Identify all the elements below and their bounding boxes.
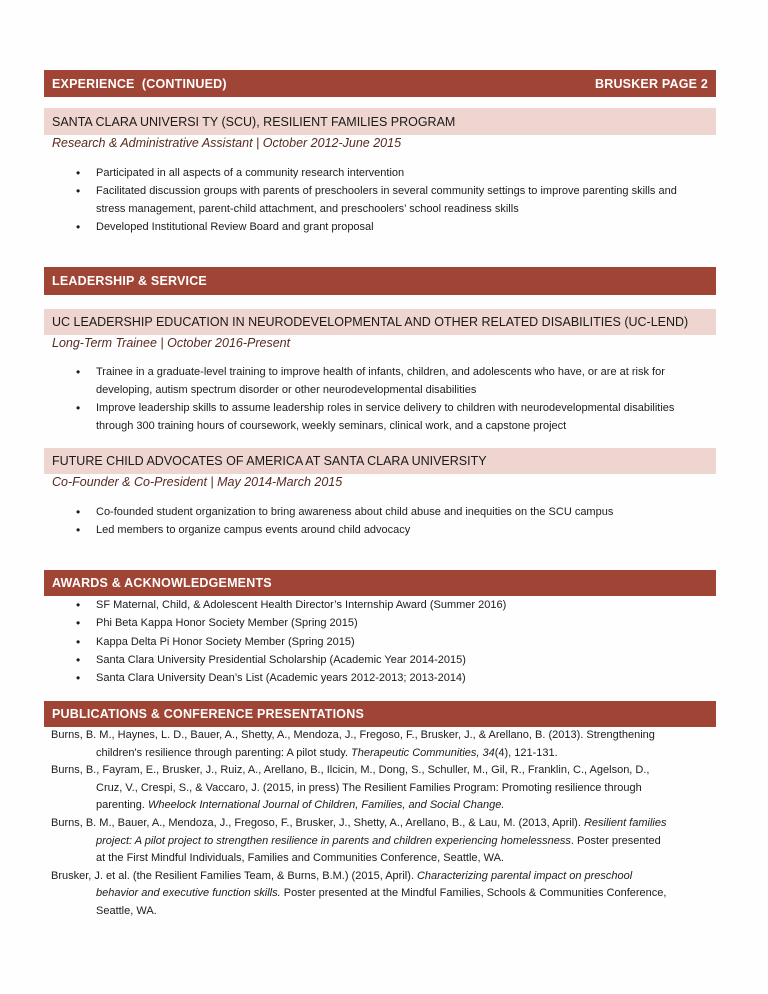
- list-item: • Facilitated discussion groups with parents of preschoolers in several community settings to improve parenting skills and stress management, parent-child attachment, and preschoolers’ school readiness skills: [76, 182, 706, 218]
- publication-entry: [51, 762, 671, 815]
- publication-text: Burns, B. M., Bauer, A., Mendoza, J., Fregoso, F., Brusker, J., Shetty, A., Arellano, B., & Lau, M. (2013, April).: [51, 816, 584, 829]
- awards-list: [76, 596, 706, 687]
- list-item: • Led members to organize campus events around child advocacy: [76, 521, 706, 539]
- publication-text: (4), 121-131.: [494, 746, 558, 759]
- section-title: PUBLICATIONS & CONFERENCE PRESENTATIONS: [52, 707, 364, 721]
- section-title: LEADERSHIP & SERVICE: [52, 274, 207, 288]
- section-title: EXPERIENCE (CONTINUED): [52, 76, 227, 91]
- section-header-leadership: [44, 267, 716, 295]
- role-line: Co-Founder & Co-President | May 2014-March 2015: [52, 475, 343, 489]
- list-item: • Santa Clara University Dean’s List (Academic years 2012-2013; 2013-2014): [76, 669, 706, 687]
- section-header-awards: [44, 570, 716, 596]
- org-heading: UC LEADERSHIP EDUCATION IN NEURODEVELOPMENTAL AND OTHER RELATED DISABILITIES (UC-LEND): [44, 309, 716, 335]
- section-header-experience: [44, 70, 716, 97]
- org-heading: FUTURE CHILD ADVOCATES OF AMERICA AT SANTA CLARA UNIVERSITY: [44, 448, 716, 474]
- publication-text: Brusker, J. et al. (the Resilient Families Team, & Burns, B.M.) (2015, April).: [51, 869, 417, 882]
- list-item: • Co-founded student organization to bring awareness about child abuse and inequities on the SCU campus: [76, 503, 706, 521]
- publications-list: [51, 727, 671, 921]
- publication-title-italic: Characterizing parental impact on preschool behavior and executive function skills.: [96, 869, 633, 900]
- list-item: • Kappa Delta Pi Honor Society Member (Spring 2015): [76, 633, 706, 651]
- list-item: • Participated in all aspects of a community research intervention: [76, 164, 706, 182]
- publication-entry: [51, 815, 671, 868]
- list-item: • Developed Institutional Review Board and grant proposal: [76, 218, 706, 236]
- org-heading: SANTA CLARA UNIVERSI TY (SCU), RESILIENT FAMILIES PROGRAM: [44, 108, 716, 135]
- publication-text: . Poster presented at the First Mindful Individuals, Families and Communities Conference, Seattle, WA.: [96, 834, 661, 865]
- role-line: Long-Term Trainee | October 2016-Present: [52, 336, 291, 350]
- publication-entry: [51, 727, 671, 762]
- bullet-list: [76, 164, 706, 236]
- list-item: • Santa Clara University Presidential Scholarship (Academic Year 2014-2015): [76, 651, 706, 669]
- publication-title-italic: Wheelock International Journal of Children, Families, and Social Change.: [147, 799, 505, 812]
- section-header-publications: [44, 701, 716, 727]
- publication-title-italic: Therapeutic Communities, 34: [351, 746, 495, 759]
- publication-entry: [51, 868, 671, 921]
- bullet-list: [76, 363, 706, 435]
- publication-text: Burns, B. M., Haynes, L. D., Bauer, A., Shetty, A., Mendoza, J., Fregoso, F., Brusker, J., & Arellano, B. (2013). Strengthening children's resilience through parenting: A pilot study.: [51, 729, 655, 759]
- publication-title-italic: Resilient families project: A pilot project to strengthen resilience in parents and children experiencing homelessness: [96, 816, 667, 847]
- page-label: BRUSKER PAGE 2: [594, 76, 708, 91]
- section-title: AWARDS & ACKNOWLEDGEMENTS: [52, 576, 272, 590]
- publication-text: Poster presented at the Mindful Families, Schools & Communities Conference, Seattle, WA.: [96, 887, 667, 917]
- list-item: • SF Maternal, Child, & Adolescent Health Director’s Internship Award (Summer 2016): [76, 596, 706, 614]
- list-item: • Phi Beta Kappa Honor Society Member (Spring 2015): [76, 614, 706, 632]
- list-item: • Trainee in a graduate-level training to improve health of infants, children, and adolescents who have, or are at risk for developing, autism spectrum disorder or other neurodevelopmental disabilities: [76, 363, 706, 399]
- role-line: Research & Administrative Assistant | October 2012-June 2015: [52, 136, 402, 150]
- list-item: • Improve leadership skills to assume leadership roles in service delivery to children with neurodevelopmental disabilities through 300 training hours of coursework, weekly seminars, clinical work, and a capstone project: [76, 399, 706, 435]
- bullet-list: [76, 503, 706, 539]
- publication-text: Burns, B., Fayram, E., Brusker, J., Ruiz, A., Arellano, B., Ilcicin, M., Dong, S., Schuller, M., Gil, R., Franklin, C., Agelson, D., Cruz, V., Crespi, S., & Vaccaro, J. (2015, in press) The Resilient Families Program: Promoting resilience through parenting.: [51, 764, 650, 812]
